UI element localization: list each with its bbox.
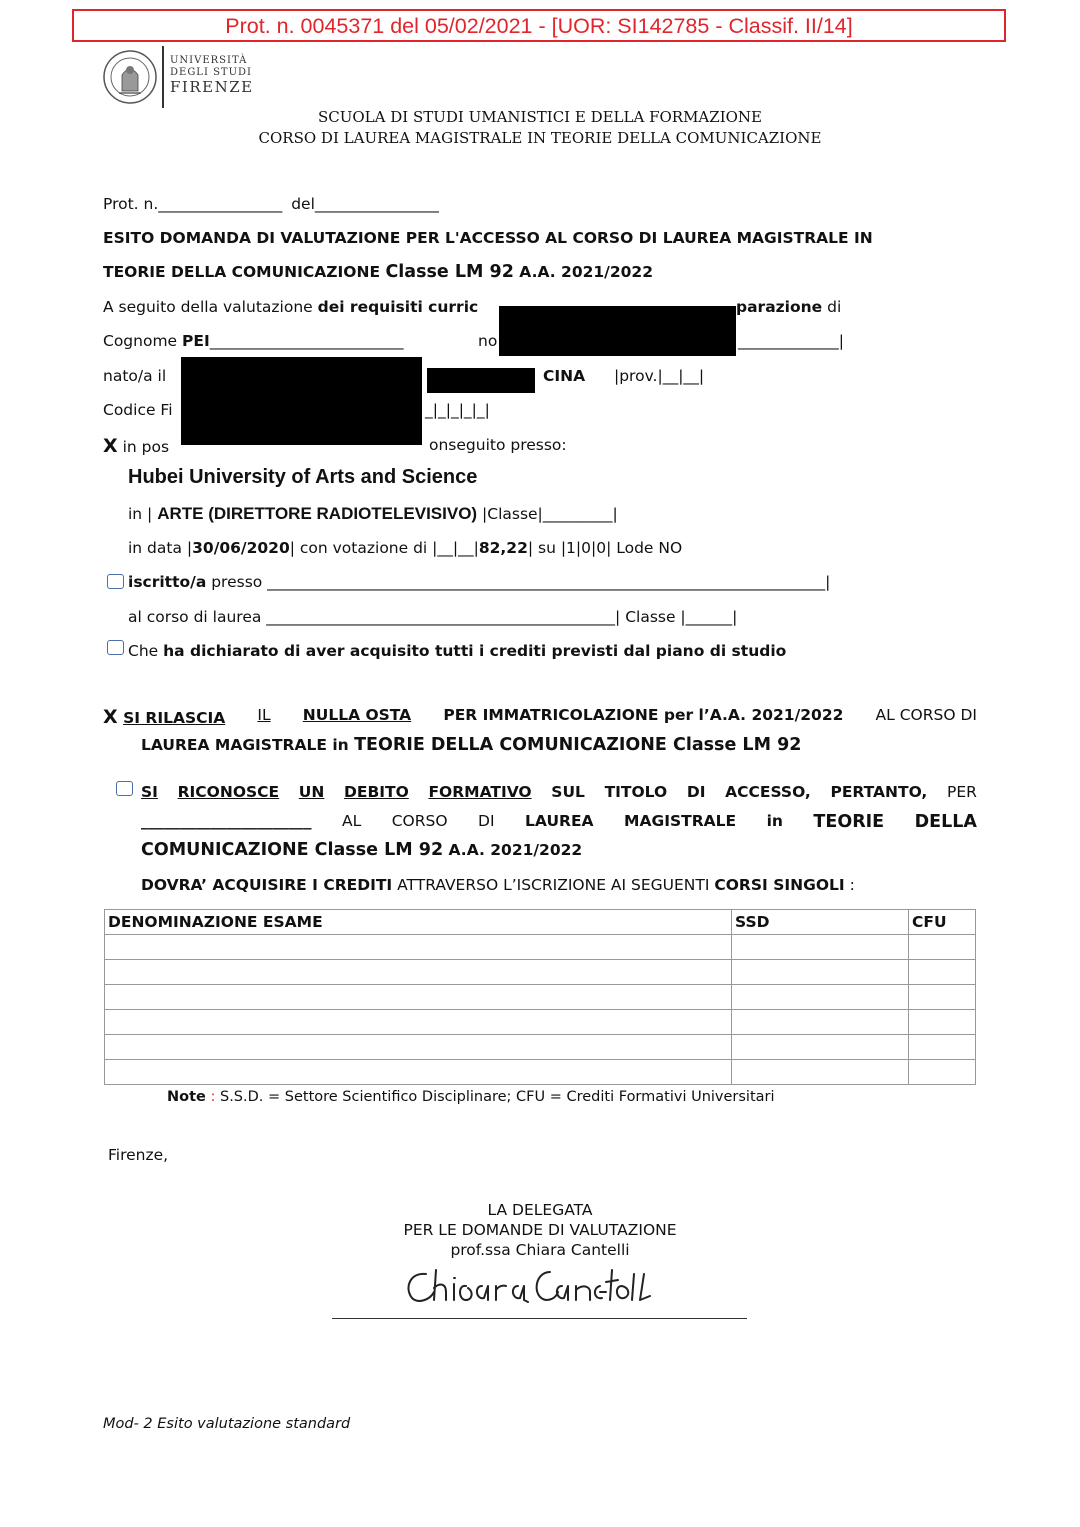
signatory-name: prof.ssa Chiara Cantelli (450, 1241, 630, 1259)
protocol-stamp: Prot. n. 0045371 del 05/02/2021 - [UOR: SI142785 - Classif. II/14] (72, 9, 1006, 42)
iscritto-line: iscritto/a presso ________________________________________________________________________| (128, 573, 831, 591)
university-seal-icon (102, 49, 158, 105)
cognome-line: Cognome PEI_________________________ (103, 332, 404, 350)
grade-line: in data |30/06/2020| con votazione di |__|__|82,22| su |1|0|0| Lode NO (128, 539, 683, 557)
table-row (105, 985, 976, 1010)
codice-fiscale-label: Codice Fi (103, 401, 173, 419)
possesso-x-mark: X (103, 435, 118, 457)
table-row (105, 960, 976, 985)
document-title-line2: TEORIE DELLA COMUNICAZIONE Classe LM 92 A.A. 2021/2022 (103, 262, 653, 282)
possesso-line-end: onseguito presso: (429, 436, 567, 454)
degree-line: in | ARTE (DIRETTORE RADIOTELEVISIVO) |Classe|_________| (128, 504, 618, 523)
form-model-footer: Mod- 2 Esito valutazione standard (103, 1416, 351, 1432)
table-row (105, 935, 976, 960)
table-row (105, 1060, 976, 1085)
signatory-role: LA DELEGATA (487, 1201, 593, 1219)
valutazione-line-end: parazione di (736, 298, 842, 316)
crediti-checkbox[interactable] (107, 640, 124, 655)
course-name: CORSO DI LAUREA MAGISTRALE IN TEORIE DELLA COMUNICAZIONE (258, 129, 822, 147)
university-name: Hubei University of Arts and Science (128, 466, 478, 488)
prot-number-field: Prot. n.________________ (103, 195, 283, 213)
school-name: SCUOLA DI STUDI UMANISTICI E DELLA FORMAZIONE (317, 108, 762, 126)
signatory-for: PER LE DOMANDE DI VALUTAZIONE (403, 1221, 677, 1239)
debito-line4: DOVRA’ ACQUISIRE I CREDITI ATTRAVERSO L’ISCRIZIONE AI SEGUENTI CORSI SINGOLI : (141, 876, 855, 894)
nato-country: CINA (543, 367, 586, 385)
signature-line (332, 1318, 747, 1319)
grade-value: 82,22 (478, 539, 528, 557)
nulla-osta-x-mark: X (103, 706, 118, 728)
place-label: Firenze, (108, 1146, 169, 1164)
logo-divider (162, 46, 164, 108)
redaction-box-3 (427, 368, 535, 393)
nulla-osta-line1: X SI RILASCIA IL NULLA OSTA PER IMMATRICOLAZIONE per l’A.A. 2021/2022 AL CORSO DI (103, 706, 977, 728)
debito-line2: ______________________ AL CORSO DI LAUREA MAGISTRALE in TEORIE DELLA (141, 812, 977, 832)
cognome-value: PEI (182, 332, 210, 350)
prot-line (103, 195, 439, 213)
nome-label: no (478, 332, 498, 350)
nato-prov: |prov.|__|__| (614, 367, 705, 385)
codice-fiscale-tail: _|_|_|_|_| (425, 401, 490, 419)
corso-line: al corso di laurea _____________________________________________| Classe |______| (128, 608, 738, 626)
crediti-line: Che ha dichiarato di aver acquisito tutti i crediti previsti dal piano di studio (128, 642, 787, 660)
valutazione-line-start: A seguito della valutazione dei requisiti curric (103, 298, 479, 316)
table-row (105, 1010, 976, 1035)
document-title-line1: ESITO DOMANDA DI VALUTAZIONE PER L'ACCESSO AL CORSO DI LAUREA MAGISTRALE IN (103, 229, 873, 247)
debito-line1: SI RICONOSCE UN DEBITO FORMATIVO SUL TITOLO DI ACCESSO, PERTANTO, PER (141, 783, 977, 801)
debito-checkbox[interactable] (116, 781, 133, 796)
handwritten-signature-icon (400, 1262, 660, 1308)
nome-tail: _____________| (738, 332, 844, 350)
exams-table (104, 909, 976, 1085)
table-header-row (105, 910, 976, 935)
possesso-line: X in pos (103, 435, 170, 457)
nato-label: nato/a il (103, 367, 167, 385)
nulla-osta-line2: LAUREA MAGISTRALE in TEORIE DELLA COMUNICAZIONE Classe LM 92 (141, 735, 802, 755)
table-note: Note : S.S.D. = Settore Scientifico Disciplinare; CFU = Crediti Formativi Universitari (167, 1089, 775, 1105)
prot-date-field: del________________ (291, 195, 439, 213)
redaction-box-1 (499, 306, 736, 356)
degree-name: ARTE (DIRETTORE RADIOTELEVISIVO) (157, 504, 478, 523)
table-row (105, 1035, 976, 1060)
redaction-box-2 (181, 357, 422, 445)
column-header-cfu: CFU (909, 910, 976, 935)
column-header-ssd: SSD (732, 910, 909, 935)
iscritto-checkbox[interactable] (107, 574, 124, 589)
graduation-date: 30/06/2020 (192, 539, 290, 557)
university-logo-text: UNIVERSITÀ DEGLI STUDI FIRENZE (170, 55, 254, 96)
debito-line3: COMUNICAZIONE Classe LM 92 A.A. 2021/2022 (141, 840, 583, 860)
column-header-exam: DENOMINAZIONE ESAME (105, 910, 732, 935)
